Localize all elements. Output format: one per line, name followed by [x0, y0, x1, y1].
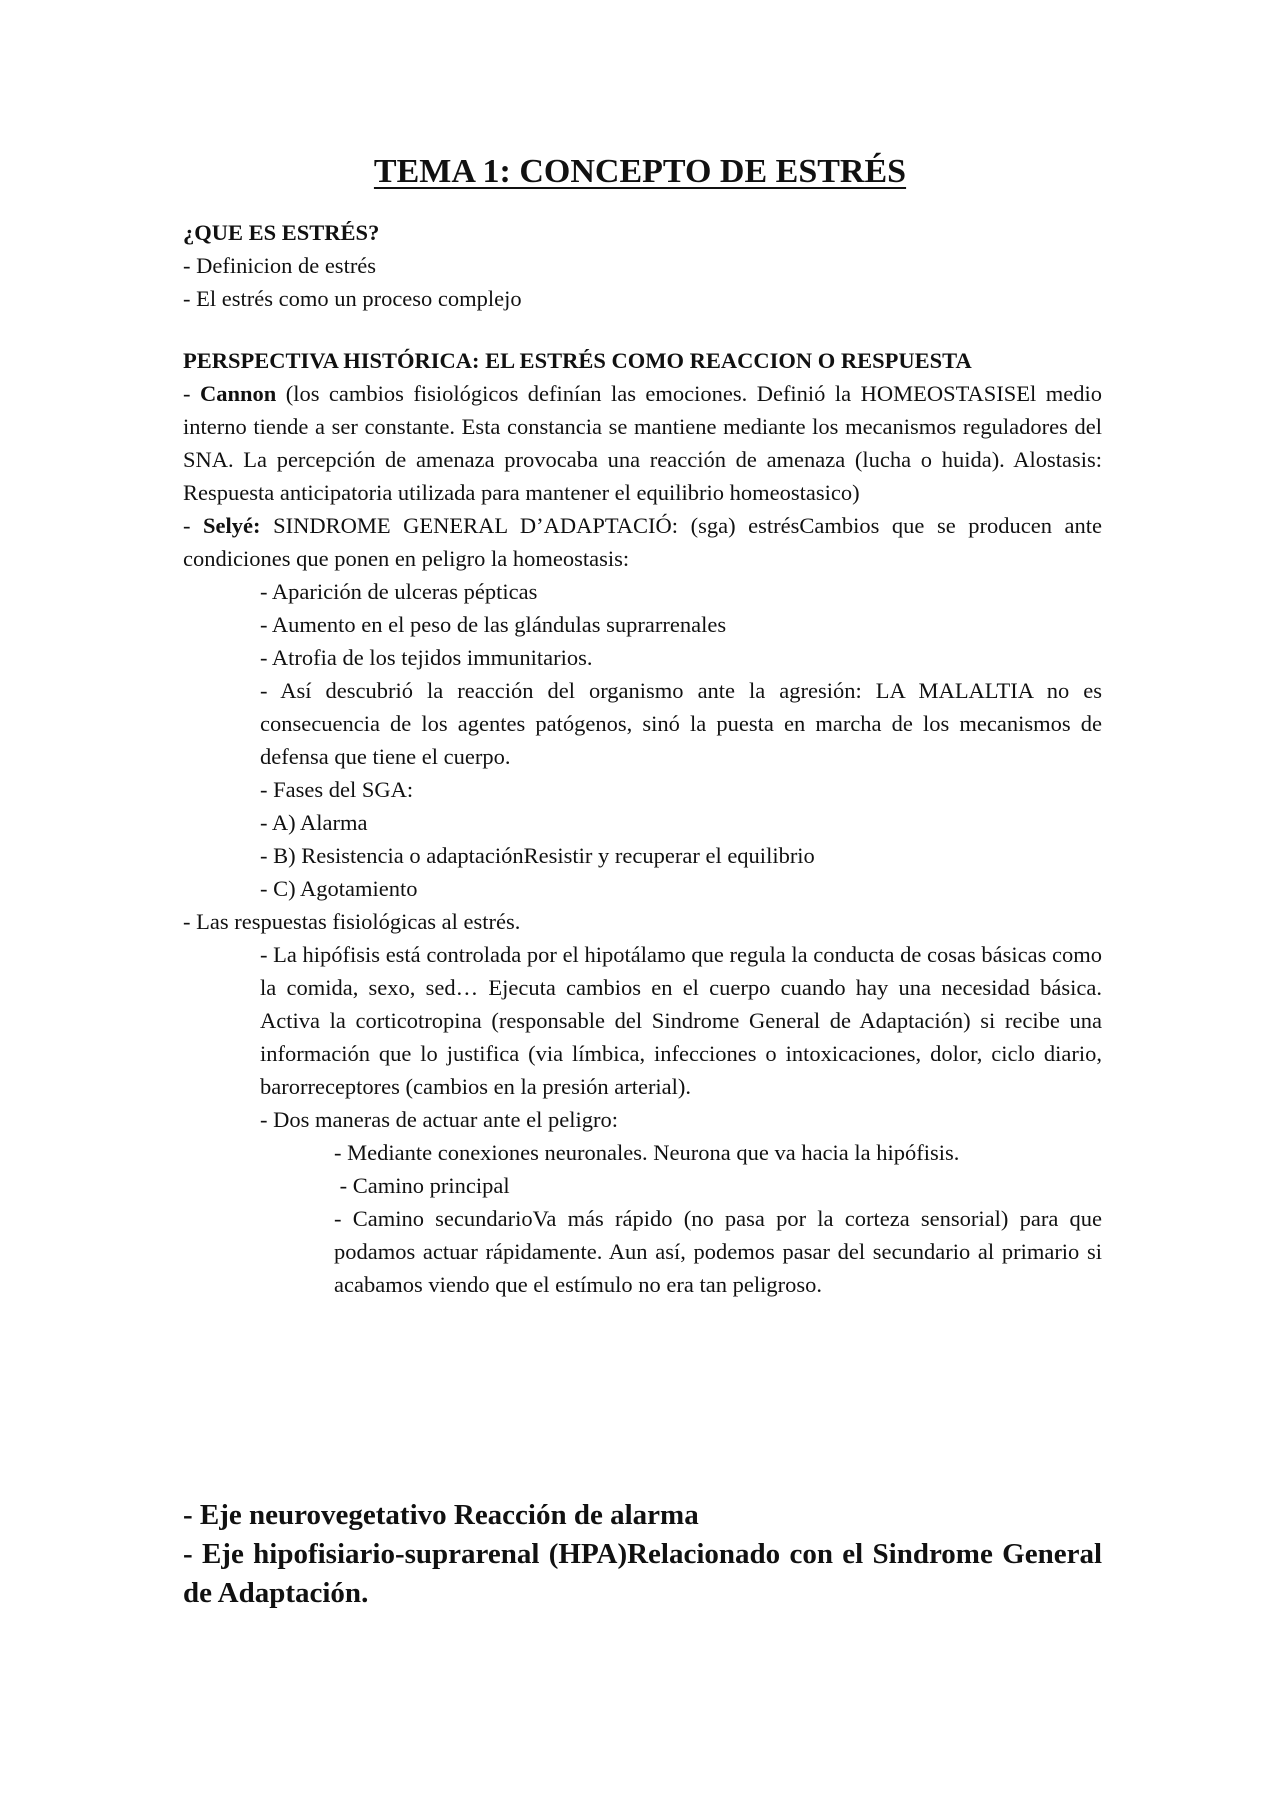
selye-paragraph: - Selyé: SINDROME GENERAL D’ADAPTACIÓ: (sga) estrésCambios que se producen ante condiciones que ponen en peligro la homeostasis:: [183, 513, 1102, 571]
document-title: TEMA 1: CONCEPTO DE ESTRÉS: [373, 153, 907, 190]
list-item: - Aumento en el peso de las glándulas suprarrenales: [260, 612, 727, 637]
list-item: - Así descubrió la reacción del organismo ante la agresión: LA MALALTIA no es consecuencia de los agentes patógenos, sinó la puesta en marcha de los mecanismos de defensa que tiene el cuerpo.: [260, 678, 1102, 769]
list-item: - C) Agotamiento: [260, 876, 418, 901]
list-item: - Fases del SGA:: [260, 777, 414, 802]
list-item: - El estrés como un proceso complejo: [183, 286, 522, 311]
list-item: - Mediante conexiones neuronales. Neurona que va hacia la hipófisis.: [334, 1140, 960, 1165]
respuestas-heading: - Las respuestas fisiológicas al estrés.: [183, 909, 521, 934]
eje-line: - Eje hipofisiario-suprarenal (HPA)Relacionado con el Sindrome General de Adaptación.: [183, 1538, 1102, 1609]
cannon-paragraph: - Cannon (los cambios fisiológicos definían las emociones. Definió la HOMEOSTASISEl medio interno tiende a ser constante. Esta constancia se mantiene mediante los mecanismos reguladores del SNA. La percepción de amenaza provocaba una reacción de amenaza (lucha o huida). Alostasis: Respuesta anticipatoria utilizada para mantener el equilibrio homeostasico): [183, 381, 1102, 505]
list-item: - Definicion de estrés: [183, 253, 377, 278]
list-item: - Camino secundarioVa más rápido (no pasa por la corteza sensorial) para que podamos actuar rápidamente. Aun así, podemos pasar del secundario al primario si acabamos viendo que el estímulo no era tan peligroso.: [334, 1206, 1102, 1297]
list-item: - La hipófisis está controlada por el hipotálamo que regula la conducta de cosas básicas como la comida, sexo, sed… Ejecuta cambios en el cuerpo cuando hay una necesidad básica. Activa la corticotropina (responsable del Sindrome General de Adaptación) si recibe una información que lo justifica (via límbica, infecciones o intoxicaciones, dolor, ciclo diario, barorreceptores (cambios en la presión arterial).: [260, 942, 1102, 1099]
cannon-name: Cannon: [199, 381, 277, 406]
section-que-es-estres: [183, 216, 1102, 315]
list-item: - Dos maneras de actuar ante el peligro:: [260, 1107, 618, 1132]
section-heading: PERSPECTIVA HISTÓRICA: EL ESTRÉS COMO REACCION O RESPUESTA: [183, 348, 972, 373]
list-item: - Atrofia de los tejidos immunitarios.: [260, 645, 593, 670]
list-item: - Camino principal: [334, 1173, 510, 1198]
section-heading: ¿QUE ES ESTRÉS?: [183, 220, 380, 245]
section-ejes: [183, 1496, 1102, 1613]
section-perspectiva-historica: [183, 344, 1102, 1301]
selye-name: Selyé:: [203, 513, 261, 538]
eje-line: - Eje neurovegetativo Reacción de alarma: [183, 1499, 699, 1531]
list-item: - A) Alarma: [260, 810, 368, 835]
list-item: - Aparición de ulceras pépticas: [260, 579, 538, 604]
list-item: - B) Resistencia o adaptaciónResistir y recuperar el equilibrio: [260, 843, 815, 868]
